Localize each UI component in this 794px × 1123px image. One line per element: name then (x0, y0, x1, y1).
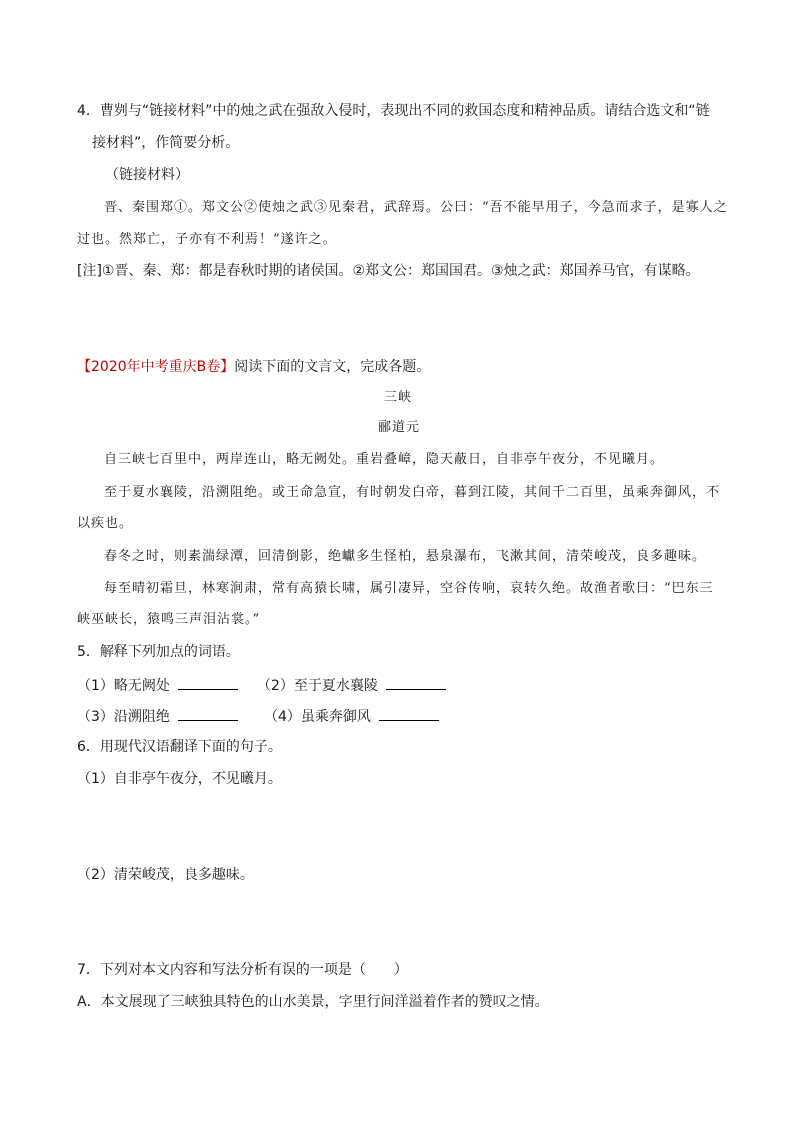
q6-item2: （2）清荣峻茂，良多趣味。 (77, 867, 254, 883)
passage-p3: 春冬之时，则素湍绿潭，回清倒影，绝巘多生怪柏，悬泉瀑布，飞漱其间，清荣峻茂，良多趣味。 (104, 549, 707, 564)
q5-item4: （4）虽乘奔御风 (264, 709, 371, 725)
passage-author: 郦道元 (378, 420, 421, 435)
section-header (77, 358, 430, 376)
q4-note: [注]①晋、秦、郑：都是春秋时期的诸侯国。②郑文公：郑国国君。③烛之武：郑国养马官，有谋略。 (77, 263, 700, 279)
q5-row2 (77, 706, 238, 726)
q5-answer-blank-4[interactable] (379, 706, 439, 721)
q4-material-line1: 晋、秦围郑①。郑文公②使烛之武③见秦君，武辞焉。公曰：“吾不能早用子，今急而求子，是寡人之 (104, 200, 728, 215)
q7-stem: 7．下列对本文内容和写法分析有误的一项是（ ） (77, 962, 408, 978)
passage-p2-line1: 至于夏水襄陵，沿溯阻绝。或王命急宣，有时朝发白帝，暮到江陵，其间千二百里，虽乘奔御风，不 (104, 485, 721, 500)
passage-p4-line1: 每至晴初霜旦，林寒涧肃，常有高猿长啸，属引凄异，空谷传响，哀转久绝。故渔者歌曰：“巴东三 (104, 581, 714, 596)
q5-answer-blank-3[interactable] (178, 706, 238, 721)
q5-row1b (257, 675, 446, 695)
q4-material-title: （链接材料） (105, 167, 189, 183)
q5-stem: 5．解释下列加点的词语。 (77, 644, 240, 660)
q5-row2b (264, 706, 439, 726)
q6-stem: 6．用现代汉语翻译下面的句子。 (77, 739, 282, 755)
q6-item1: （1）自非亭午夜分，不见曦月。 (77, 771, 282, 787)
section-intro: 阅读下面的文言文，完成各题。 (234, 359, 431, 375)
q4-stem-line2: 接材料”，作简要分析。 (92, 135, 240, 151)
q4-stem-line1: 4．曹刿与“链接材料”中的烛之武在强敌入侵时，表现出不同的救国态度和精神品质。请结合选文和“链 (77, 103, 710, 119)
q7-option-a[interactable]: A．本文展现了三峡独具特色的山水美景，字里行间洋溢着作者的赞叹之情。 (77, 994, 549, 1010)
q5-item1: （1）略无阙处 (77, 678, 170, 694)
q5-item3: （3）沿溯阻绝 (77, 709, 170, 725)
passage-p4-line2: 峡巫峡长，猿鸣三声泪沾裳。” (77, 612, 261, 627)
q5-row1 (77, 675, 238, 695)
q5-answer-blank-1[interactable] (178, 675, 238, 690)
q5-answer-blank-2[interactable] (386, 675, 446, 690)
passage-p2-line2: 以疾也。 (77, 516, 134, 531)
exam-source: 【2020年中考重庆B卷】 (77, 359, 235, 375)
q4-material-line2: 过也。然郑亡，子亦有不利焉！”遂许之。 (77, 232, 337, 247)
q5-item2: （2）至于夏水襄陵 (257, 678, 378, 694)
passage-p1: 自三峡七百里中，两岸连山，略无阙处。重岩叠嶂，隐天蔽日，自非亭午夜分，不见曦月。 (104, 452, 665, 467)
passage-title: 三峡 (384, 390, 413, 405)
